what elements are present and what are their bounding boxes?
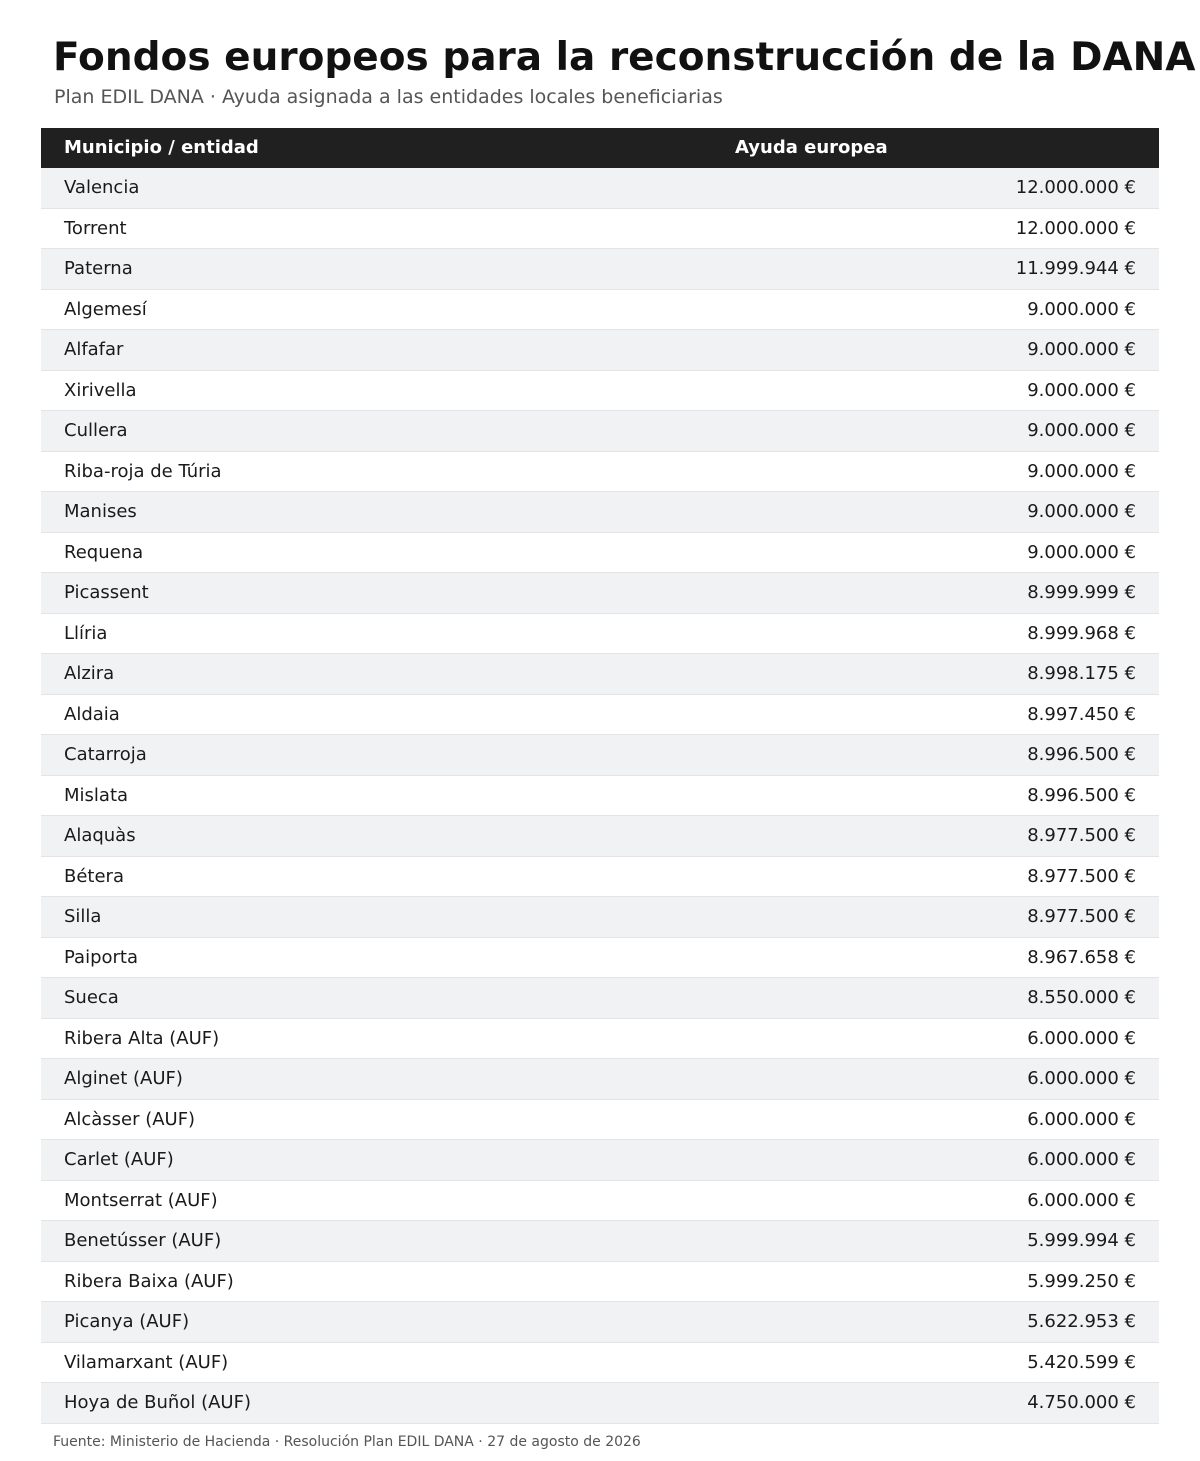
column-header-municipio: Municipio / entidad xyxy=(64,137,259,158)
cell-municipio: Ribera Baixa (AUF) xyxy=(64,1270,234,1292)
cell-municipio: Picassent xyxy=(64,582,149,603)
cell-ayuda: 9.000.000 € xyxy=(1027,379,1136,401)
cell-ayuda: 9.000.000 € xyxy=(1027,339,1136,360)
cell-ayuda: 6.000.000 € xyxy=(1027,1189,1136,1211)
cell-municipio: Valencia xyxy=(64,177,140,198)
cell-ayuda: 12.000.000 € xyxy=(1015,217,1136,239)
table-row xyxy=(41,492,1159,533)
table-row xyxy=(41,735,1159,776)
cell-ayuda: 8.977.500 € xyxy=(1027,865,1136,887)
cell-municipio: Vilamarxant (AUF) xyxy=(64,1351,229,1373)
cell-municipio: Torrent xyxy=(64,217,127,239)
cell-municipio: Requena xyxy=(64,541,144,563)
cell-municipio: Xirivella xyxy=(64,379,137,401)
cell-municipio: Alfafar xyxy=(64,339,124,360)
table-row xyxy=(41,209,1159,250)
cell-ayuda: 8.977.500 € xyxy=(1027,825,1136,846)
cell-municipio: Bétera xyxy=(64,865,124,887)
table-row xyxy=(41,1302,1159,1343)
cell-ayuda: 5.999.994 € xyxy=(1027,1230,1136,1251)
cell-municipio: Carlet (AUF) xyxy=(64,1149,174,1170)
cell-municipio: Paterna xyxy=(64,258,133,279)
table-row xyxy=(41,168,1159,209)
cell-municipio: Catarroja xyxy=(64,744,147,765)
cell-ayuda: 8.967.658 € xyxy=(1027,946,1136,968)
table-row xyxy=(41,1383,1159,1424)
cell-municipio: Hoya de Buñol (AUF) xyxy=(64,1392,251,1413)
page-subtitle: Plan EDIL DANA · Ayuda asignada a las entidades locales beneficiarias xyxy=(54,86,723,108)
table-row xyxy=(41,290,1159,331)
table-row xyxy=(41,816,1159,857)
table-row xyxy=(41,452,1159,493)
table-row xyxy=(41,1100,1159,1141)
cell-ayuda: 8.550.000 € xyxy=(1027,987,1136,1008)
cell-municipio: Cullera xyxy=(64,420,128,441)
cell-ayuda: 8.998.175 € xyxy=(1027,663,1136,684)
table-row xyxy=(41,938,1159,979)
table-row xyxy=(41,1343,1159,1384)
cell-ayuda: 8.999.968 € xyxy=(1027,622,1136,644)
cell-ayuda: 8.996.500 € xyxy=(1027,744,1136,765)
table-header xyxy=(41,128,1159,168)
cell-ayuda: 9.000.000 € xyxy=(1027,460,1136,482)
cell-municipio: Algemesí xyxy=(64,298,147,320)
cell-municipio: Manises xyxy=(64,501,137,522)
cell-municipio: Benetússer (AUF) xyxy=(64,1230,222,1251)
table-row xyxy=(41,1059,1159,1100)
cell-municipio: Llíria xyxy=(64,622,108,644)
source-note: Fuente: Ministerio de Hacienda · Resolución Plan EDIL DANA · 27 de agosto de 2026 xyxy=(53,1434,641,1450)
cell-ayuda: 8.997.450 € xyxy=(1027,703,1136,725)
table-row xyxy=(41,1140,1159,1181)
table-row xyxy=(41,411,1159,452)
cell-ayuda: 9.000.000 € xyxy=(1027,298,1136,320)
cell-ayuda: 5.622.953 € xyxy=(1027,1311,1136,1332)
cell-municipio: Alzira xyxy=(64,663,115,684)
table-row xyxy=(41,614,1159,655)
table-row xyxy=(41,654,1159,695)
page-title: Fondos europeos para la reconstrucción de la DANA xyxy=(53,35,1196,80)
cell-ayuda: 8.996.500 € xyxy=(1027,784,1136,806)
table-row xyxy=(41,695,1159,736)
cell-ayuda: 4.750.000 € xyxy=(1027,1392,1136,1413)
table-row xyxy=(41,249,1159,290)
cell-municipio: Montserrat (AUF) xyxy=(64,1189,218,1211)
cell-municipio: Alcàsser (AUF) xyxy=(64,1108,196,1130)
cell-municipio: Alginet (AUF) xyxy=(64,1068,183,1089)
table-row xyxy=(41,776,1159,817)
table-row xyxy=(41,897,1159,938)
cell-municipio: Ribera Alta (AUF) xyxy=(64,1027,220,1049)
cell-ayuda: 9.000.000 € xyxy=(1027,420,1136,441)
cell-municipio: Alaquàs xyxy=(64,825,136,846)
table-row xyxy=(41,1221,1159,1262)
cell-municipio: Picanya (AUF) xyxy=(64,1311,190,1332)
table-row xyxy=(41,978,1159,1019)
cell-municipio: Aldaia xyxy=(64,703,120,725)
table-row xyxy=(41,330,1159,371)
table-row xyxy=(41,857,1159,898)
cell-ayuda: 11.999.944 € xyxy=(1015,258,1136,279)
table-row xyxy=(41,573,1159,614)
table-row xyxy=(41,533,1159,574)
cell-ayuda: 8.977.500 € xyxy=(1027,906,1136,927)
cell-ayuda: 5.999.250 € xyxy=(1027,1270,1136,1292)
table-row xyxy=(41,1262,1159,1303)
cell-ayuda: 9.000.000 € xyxy=(1027,501,1136,522)
cell-ayuda: 8.999.999 € xyxy=(1027,582,1136,603)
column-header-ayuda: Ayuda europea xyxy=(735,137,888,158)
cell-municipio: Mislata xyxy=(64,784,129,806)
cell-municipio: Silla xyxy=(64,906,102,927)
table-row xyxy=(41,1019,1159,1060)
table-row xyxy=(41,1181,1159,1222)
cell-ayuda: 6.000.000 € xyxy=(1027,1027,1136,1049)
cell-ayuda: 6.000.000 € xyxy=(1027,1149,1136,1170)
funds-table xyxy=(41,128,1159,1424)
cell-ayuda: 5.420.599 € xyxy=(1027,1351,1136,1373)
cell-municipio: Riba-roja de Túria xyxy=(64,460,222,482)
table-row xyxy=(41,371,1159,412)
table-body xyxy=(41,168,1159,1424)
cell-municipio: Paiporta xyxy=(64,946,139,968)
cell-ayuda: 6.000.000 € xyxy=(1027,1068,1136,1089)
cell-ayuda: 12.000.000 € xyxy=(1015,177,1136,198)
cell-ayuda: 6.000.000 € xyxy=(1027,1108,1136,1130)
cell-ayuda: 9.000.000 € xyxy=(1027,541,1136,563)
cell-municipio: Sueca xyxy=(64,987,119,1008)
